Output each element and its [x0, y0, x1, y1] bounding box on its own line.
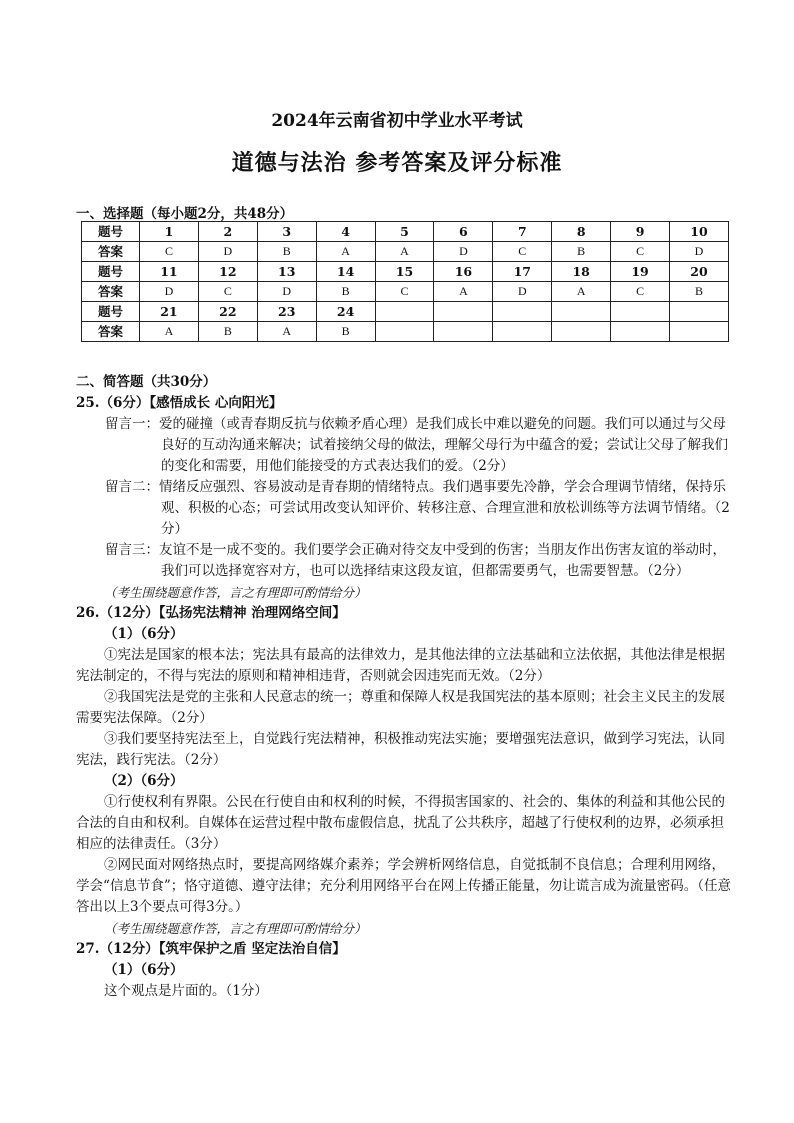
- q25-m1-text: 爱的碰撞（或青春期反抗与依赖矛盾心理）是我们成长中难以避免的问题。我们可以通过与父母良好的互动沟通来解决；试着接纳父母的做法，理解父母行为中蕴含的爱；尝试让父母了解我们的变化和需要，用他们能接受的方式表达我们的爱。（2分）: [159, 416, 728, 474]
- answer-cell: C: [493, 242, 552, 262]
- q26-heading: 26.（12分）【弘扬宪法精神 治理网络空间】: [76, 605, 346, 621]
- section1-heading: 一、选择题（每小题2分，共48分）: [76, 206, 294, 222]
- q25-message-3: [76, 540, 736, 582]
- q25-message-1: [76, 414, 736, 477]
- question-number-cell: 11: [140, 262, 199, 282]
- document-subtitle: 道德与法治 参考答案及评分标准: [231, 150, 563, 176]
- q27-part1-heading: （1）（6分）: [104, 962, 184, 978]
- answer-cell: A: [257, 322, 316, 342]
- question-number-row: [82, 262, 729, 282]
- question-number-cell: 2: [198, 222, 257, 242]
- question-number-cell: 15: [375, 262, 434, 282]
- answer-cell: C: [140, 242, 199, 262]
- question-number-cell: 24: [316, 302, 375, 322]
- answer-cell: D: [670, 242, 729, 262]
- answer-cell: [434, 322, 493, 342]
- question-number-cell: 17: [493, 262, 552, 282]
- question-number-cell: [434, 302, 493, 322]
- answer-table: [81, 221, 729, 342]
- question-number-cell: 10: [670, 222, 729, 242]
- answer-cell: D: [198, 242, 257, 262]
- q27-part1-point1: 这个观点是片面的。（1分）: [104, 983, 268, 999]
- q26-part1-point2: ②我国宪法是党的主张和人民意志的统一；尊重和保障人权是我国宪法的基本原则；社会主义民主的发展需要宪法保障。（2分）: [76, 689, 725, 726]
- answer-cell: [611, 322, 670, 342]
- question-number-cell: 13: [257, 262, 316, 282]
- exam-title: 2024年云南省初中学业水平考试: [271, 111, 523, 131]
- answer-row: [82, 242, 729, 262]
- q25-message-2: [76, 477, 736, 540]
- q25-m1-label: 留言一：: [105, 416, 159, 432]
- answer-cell: [493, 322, 552, 342]
- question-number-cell: 5: [375, 222, 434, 242]
- answer-cell: B: [316, 322, 375, 342]
- row-label-question: 题号: [82, 222, 140, 242]
- q25-m3-label: 留言三：: [105, 542, 159, 558]
- answer-cell: B: [198, 322, 257, 342]
- question-number-cell: 1: [140, 222, 199, 242]
- q26-part1-heading: （1）（6分）: [104, 626, 184, 642]
- question-number-cell: 22: [198, 302, 257, 322]
- question-number-row: [82, 302, 729, 322]
- question-number-cell: 12: [198, 262, 257, 282]
- answer-cell: D: [493, 282, 552, 302]
- answer-cell: A: [140, 322, 199, 342]
- short-answer-section: [76, 372, 736, 1002]
- row-label-question: 题号: [82, 262, 140, 282]
- question-number-cell: 19: [611, 262, 670, 282]
- answer-cell: C: [375, 282, 434, 302]
- answer-cell: B: [316, 282, 375, 302]
- q26-part1-point1: ①宪法是国家的根本法；宪法具有最高的法律效力，是其他法律的立法基础和立法依据，其他法律是根据宪法制定的，不得与宪法的原则和精神相违背，否则就会因违宪而无效。（2分）: [76, 647, 725, 684]
- answer-row: [82, 282, 729, 302]
- answer-cell: D: [257, 282, 316, 302]
- row-label-answer: 答案: [82, 322, 140, 342]
- answer-row: [82, 322, 729, 342]
- question-number-cell: 7: [493, 222, 552, 242]
- answer-cell: D: [434, 242, 493, 262]
- answer-cell: B: [670, 282, 729, 302]
- question-number-cell: [552, 302, 611, 322]
- question-number-cell: [493, 302, 552, 322]
- question-number-cell: [611, 302, 670, 322]
- question-number-cell: 16: [434, 262, 493, 282]
- question-number-cell: 20: [670, 262, 729, 282]
- answer-cell: B: [257, 242, 316, 262]
- question-number-cell: 3: [257, 222, 316, 242]
- question-number-row: [82, 222, 729, 242]
- row-label-question: 题号: [82, 302, 140, 322]
- answer-cell: C: [611, 282, 670, 302]
- section2-heading: 二、简答题（共30分）: [76, 374, 217, 390]
- answer-cell: A: [316, 242, 375, 262]
- answer-cell: [375, 322, 434, 342]
- q25-grading-note: （考生围绕题意作答，言之有理即可酌情给分）: [104, 585, 367, 600]
- question-number-cell: 14: [316, 262, 375, 282]
- question-number-cell: 18: [552, 262, 611, 282]
- question-number-cell: 8: [552, 222, 611, 242]
- question-number-cell: 4: [316, 222, 375, 242]
- q25-m2-label: 留言二：: [105, 479, 159, 495]
- q25-m3-text: 友谊不是一成不变的。我们要学会正确对待交友中受到的伤害；当朋友作出伤害友谊的举动时，我们可以选择宽容对方，也可以选择结束这段友谊，但都需要勇气，也需要智慧。（2分）: [159, 542, 726, 579]
- answer-cell: [670, 322, 729, 342]
- q25-m2-text: 情绪反应强烈、容易波动是青春期的情绪特点。我们遇事要先冷静，学会合理调节情绪，保持乐观、积极的心态；可尝试用改变认知评价、转移注意、合理宣泄和放松训练等方法调节情绪。（2分）: [159, 479, 730, 537]
- answer-cell: D: [140, 282, 199, 302]
- answer-cell: A: [552, 282, 611, 302]
- q26-part2-point1: ①行使权利有界限。公民在行使自由和权利的时候，不得损害国家的、社会的、集体的利益和其他公民的合法的自由和权利。自媒体在运营过程中散布虚假信息，扰乱了公共秩序，超越了行使权利的边界，必须承担相应的法律责任。（3分）: [76, 794, 725, 852]
- row-label-answer: 答案: [82, 242, 140, 262]
- question-number-cell: [670, 302, 729, 322]
- question-number-cell: 23: [257, 302, 316, 322]
- q26-part2-point2: ②网民面对网络热点时，要提高网络媒介素养；学会辨析网络信息，自觉抵制不良信息；合理利用网络，学会“信息节食”；恪守道德、遵守法律；充分利用网络平台在网上传播正能量，勿让谎言成为流量密码。（任意答出以上3个要点可得3分。）: [76, 857, 732, 915]
- answer-cell: [552, 322, 611, 342]
- q25-heading: 25.（6分）【感悟成长 心向阳光】: [76, 395, 283, 411]
- q26-part2-heading: （2）（6分）: [104, 773, 184, 789]
- question-number-cell: [375, 302, 434, 322]
- q26-grading-note: （考生围绕题意作答，言之有理即可酌情给分）: [104, 921, 367, 936]
- row-label-answer: 答案: [82, 282, 140, 302]
- question-number-cell: 21: [140, 302, 199, 322]
- question-number-cell: 6: [434, 222, 493, 242]
- q26-part1-point3: ③我们要坚持宪法至上，自觉践行宪法精神，积极推动宪法实施；要增强宪法意识，做到学习宪法，认同宪法，践行宪法。（2分）: [76, 731, 725, 768]
- question-number-cell: 9: [611, 222, 670, 242]
- answer-cell: B: [552, 242, 611, 262]
- answer-cell: A: [434, 282, 493, 302]
- answer-cell: A: [375, 242, 434, 262]
- answer-cell: C: [611, 242, 670, 262]
- answer-cell: C: [198, 282, 257, 302]
- q27-heading: 27.（12分）【筑牢保护之盾 坚定法治自信】: [76, 941, 346, 957]
